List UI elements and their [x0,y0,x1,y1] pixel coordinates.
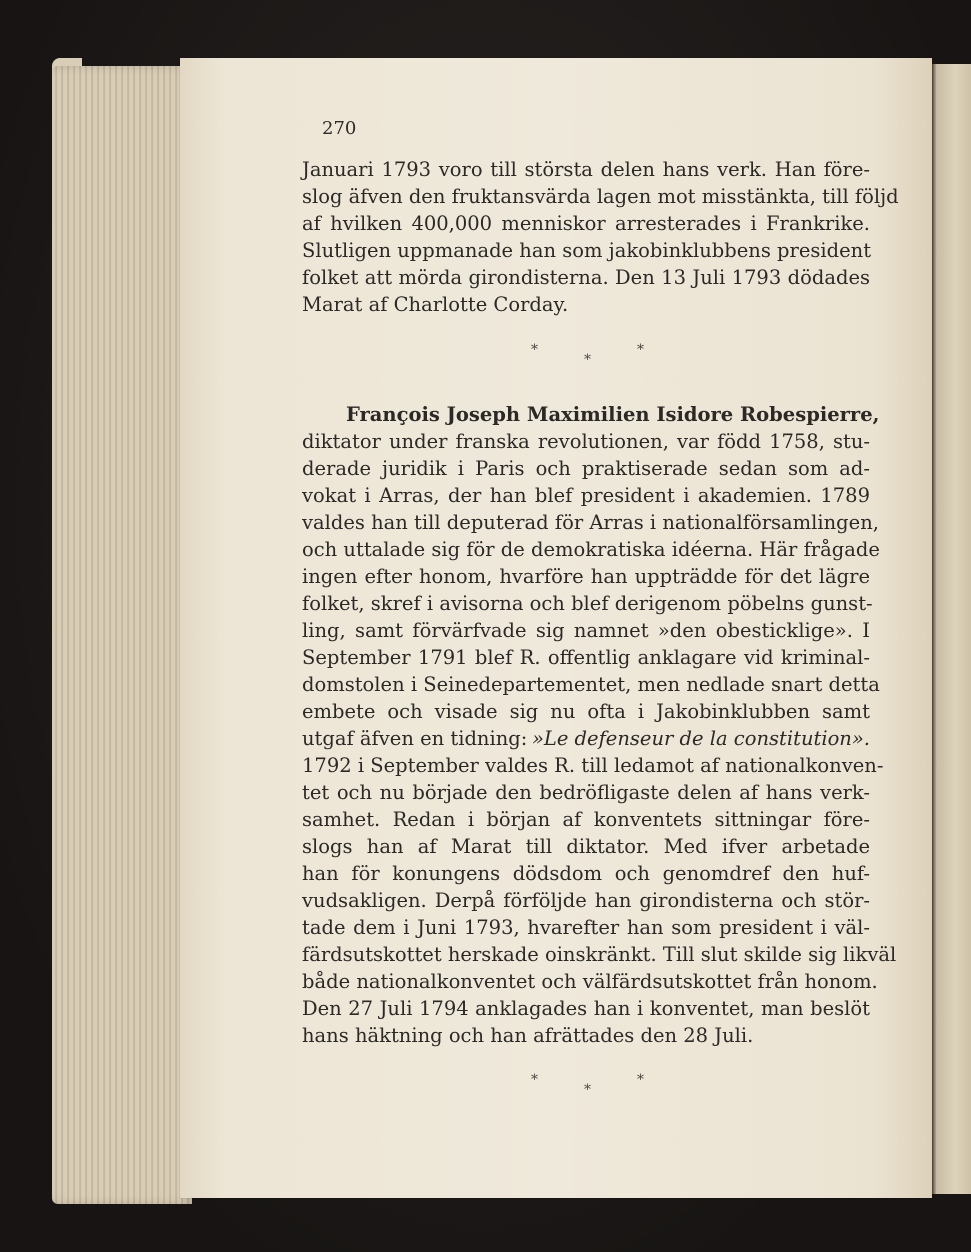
text-line: tade dem i Juni 1793, hvarefter han som president i väl- [302,916,870,939]
text-line: folket att mörda girondisterna. Den 13 Juli 1793 dödades [302,266,870,289]
text-line: samhet. Redan i början af konventets sittningar före- [302,808,870,831]
text-line: folket, skref i avisorna och blef derigenom pöbelns gunst- [302,592,873,615]
text-line: Slutligen uppmanade han som jakobinklubbens president [302,239,872,262]
text-line: Januari 1793 voro till största delen hans verk. Han före- [302,158,870,181]
text-line: valdes han till deputerad för Arras i nationalförsamlingen, [302,511,879,534]
page-number: 270 [322,118,357,139]
divider-asterisk: * [584,1082,591,1098]
text-line: Den 27 Juli 1794 anklagades han i konventet, man beslöt [302,997,870,1020]
divider-asterisk: * [637,342,644,358]
text-line-with-title [302,725,870,752]
text-line: hans häktning och han afrättades den 28 Juli. [302,1024,754,1047]
text-line: af hvilken 400,000 menniskor arresterades i Frankrike. [302,212,870,235]
entry-heading: François Joseph Maximilien Isidore Robespierre, [346,403,880,426]
text-line: slogs han af Marat till diktator. Med ifver arbetade [302,835,870,858]
divider-asterisk: * [584,352,591,368]
text-line: färdsutskottet herskade oinskränkt. Till slut skilde sig likväl [302,943,897,966]
text-line: tet och nu började den bedröfligaste delen af hans verk- [302,781,870,804]
text-line: slog äfven den fruktansvärda lagen mot misstänkta, till följd [302,185,899,208]
text-line: han för konungens dödsdom och genomdref den huf- [302,862,870,885]
divider-asterisk: * [637,1072,644,1088]
text-line: 1792 i September valdes R. till ledamot af nationalkonven- [302,754,884,777]
stacked-page-edges [52,66,192,1204]
next-page-edge [932,64,971,1194]
newspaper-title: »Le defenseur de la constitution». [531,727,870,750]
text-line: både nationalkonventet och välfärdsutskottet från honom. [302,970,878,993]
text-line: ingen efter honom, hvarföre han uppträdde för det lägre [302,565,870,588]
text-line: domstolen i Seinedepartementet, men nedlade snart detta [302,673,880,696]
text-line: derade juridik i Paris och praktiserade sedan som ad- [302,457,870,480]
text-line-prefix: utgaf äfven en tidning: [302,727,528,750]
text-line: ling, samt förvärfvade sig namnet »den obesticklige». I [302,619,870,642]
text-line: vudsakligen. Derpå förföljde han girondisterna och stör- [302,889,870,912]
divider-asterisk: * [531,1072,538,1088]
text-line: Marat af Charlotte Corday. [302,293,569,316]
text-line: embete och visade sig nu ofta i Jakobinklubben samt [302,700,870,723]
text-line: diktator under franska revolutionen, var född 1758, stu- [302,430,870,453]
text-line: vokat i Arras, der han blef president i akademien. 1789 [302,484,870,507]
text-line: och uttalade sig för de demokratiska idéerna. Här frågade [302,538,880,561]
text-line: September 1791 blef R. offentlig anklagare vid kriminal- [302,646,870,669]
divider-asterisk: * [531,342,538,358]
